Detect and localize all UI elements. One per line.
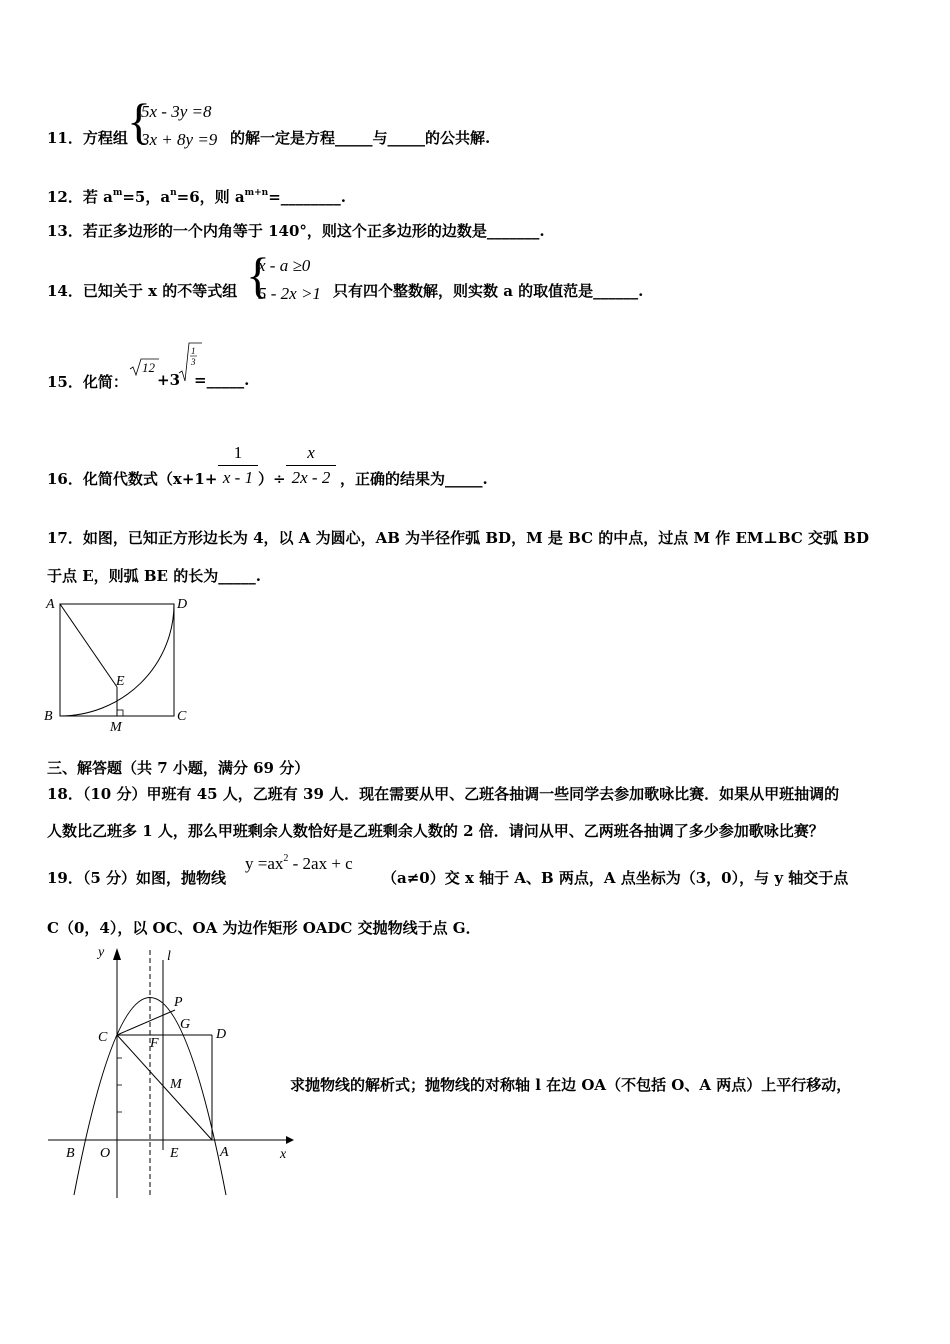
q19-figure bbox=[40, 940, 300, 1202]
q16-tail: ，正确的结果为_____. bbox=[340, 470, 488, 488]
q15-rad1: 12 bbox=[142, 360, 155, 375]
q14-prefix: 14．已知关于 x 的不等式组 bbox=[47, 282, 238, 300]
q19-line1-tail: （a≠0）交 x 轴于 A、B 两点，A 点坐标为（3，0），与 y 轴交于点 bbox=[382, 869, 849, 887]
section3-title: 三、解答题（共 7 小题，满分 69 分） bbox=[47, 759, 310, 777]
q15-rad2-num: 1 bbox=[191, 346, 196, 356]
q12-part-c: =6，则 a bbox=[176, 188, 245, 206]
q15-rad2-den: 3 bbox=[191, 357, 196, 367]
q11-prefix: 11．方程组 bbox=[47, 129, 128, 147]
q19-segment-ca bbox=[117, 1035, 212, 1140]
q19-x-arrow bbox=[286, 1136, 294, 1144]
q18-line2: 人数比乙班多 1 人，那么甲班剩余人数恰好是乙班剩余人数的 2 倍．请问从甲、乙两班各抽调了多少参加歌咏比赛？ bbox=[47, 822, 824, 840]
q19-label-o: O bbox=[100, 1146, 111, 1161]
q14-ineq2: 5 - 2x >1 bbox=[258, 284, 321, 303]
q19-label-c: C bbox=[98, 1030, 108, 1045]
q16-frac2 bbox=[286, 443, 336, 488]
q17-label-b: B bbox=[44, 709, 53, 724]
q15-prefix: 15．化简： bbox=[47, 373, 128, 391]
q11-tail: 的解一定是方程_____与_____的公共解. bbox=[230, 129, 491, 147]
q12-sup-n: n bbox=[170, 188, 177, 198]
q19-formula-rest: - 2ax + c bbox=[288, 854, 353, 873]
q11-brace: { bbox=[127, 93, 151, 149]
q18-line1: 18．（10 分）甲班有 45 人，乙班有 39 人．现在需要从甲、乙班各抽调一些同学去参加歌咏比赛．如果从甲班抽调的 bbox=[47, 785, 840, 803]
q19-label-m: M bbox=[170, 1077, 182, 1092]
q17-line1: 17．如图，已知正方形边长为 4，以 A 为圆心，AB 为半径作弧 BD，M 是 BC 的中点，过点 M 作 EM⊥BC 交弧 BD bbox=[47, 529, 869, 547]
q17-label-e: E bbox=[116, 674, 125, 689]
q14-tail: 只有四个整数解，则实数 a 的取值范是______. bbox=[333, 282, 644, 300]
q12-part-d: =________. bbox=[268, 188, 346, 206]
q16-frac1-num: 1 bbox=[233, 443, 243, 462]
q19-formula-sup: 2 bbox=[283, 853, 289, 864]
q16-frac1 bbox=[218, 443, 258, 488]
q19-formula-main: y =ax bbox=[245, 854, 284, 873]
q19-label-y: y bbox=[98, 945, 105, 960]
q12-text bbox=[47, 186, 346, 207]
q19-label-b: B bbox=[66, 1146, 75, 1161]
q11-eq2: 3x + 8y =9 bbox=[141, 130, 218, 149]
q19-segment-cp bbox=[117, 1010, 175, 1035]
q17-segment-ae bbox=[60, 604, 117, 687]
q19-label-p: P bbox=[174, 995, 183, 1010]
q19-label-x: x bbox=[280, 1147, 287, 1162]
q16-prefix: 16．化简代数式（x+1+ bbox=[47, 470, 218, 488]
q12-part-a: 12．若 a bbox=[47, 188, 113, 206]
q19-y-arrow bbox=[113, 948, 121, 960]
q16-frac2-num: x bbox=[307, 443, 315, 462]
q12-sup-mn: m+n bbox=[244, 188, 269, 198]
q15-plus3: +3 bbox=[157, 371, 181, 389]
q19-prefix: 19．（5 分）如图，抛物线 bbox=[47, 869, 227, 887]
q14-brace: { bbox=[246, 247, 270, 303]
q17-figure bbox=[40, 592, 200, 734]
q19-side-text: 求抛物线的解析式；抛物线的对称轴 l 在边 OA（不包括 O、A 两点）上平行移动， bbox=[290, 1076, 852, 1094]
q12-sup-m: m bbox=[112, 188, 123, 198]
q17-label-c: C bbox=[177, 709, 187, 724]
q14-ineq1: x - a ≥0 bbox=[258, 256, 311, 275]
q17-right-angle bbox=[117, 710, 123, 716]
q16-mid: ）÷ bbox=[258, 470, 286, 488]
q19-label-e: E bbox=[170, 1146, 179, 1161]
q19-line2: C（0，4），以 OC、OA 为边作矩形 OADC 交抛物线于点 G． bbox=[47, 919, 481, 937]
q16-frac1-den: x - 1 bbox=[222, 468, 254, 487]
q17-line2: 于点 E，则弧 BE 的长为_____. bbox=[47, 567, 261, 585]
q16-frac2-den: 2x - 2 bbox=[291, 468, 331, 487]
q19-label-d: D bbox=[216, 1027, 227, 1042]
q19-label-f: F bbox=[150, 1036, 159, 1051]
q19-label-g: G bbox=[180, 1017, 191, 1032]
q19-label-a: A bbox=[220, 1145, 229, 1160]
q19-formula bbox=[245, 853, 353, 874]
q11-eq1: 5x - 3y =8 bbox=[141, 102, 212, 121]
q17-label-a: A bbox=[46, 597, 55, 612]
q13-text: 13．若正多边形的一个内角等于 140°，则这个正多边形的边数是_______. bbox=[47, 222, 545, 240]
q17-label-m: M bbox=[110, 720, 122, 734]
q17-label-d: D bbox=[177, 597, 188, 612]
q15-tail: =_____. bbox=[194, 371, 250, 389]
q19-label-l: l bbox=[167, 949, 171, 964]
q12-part-b: =5，a bbox=[122, 188, 171, 206]
